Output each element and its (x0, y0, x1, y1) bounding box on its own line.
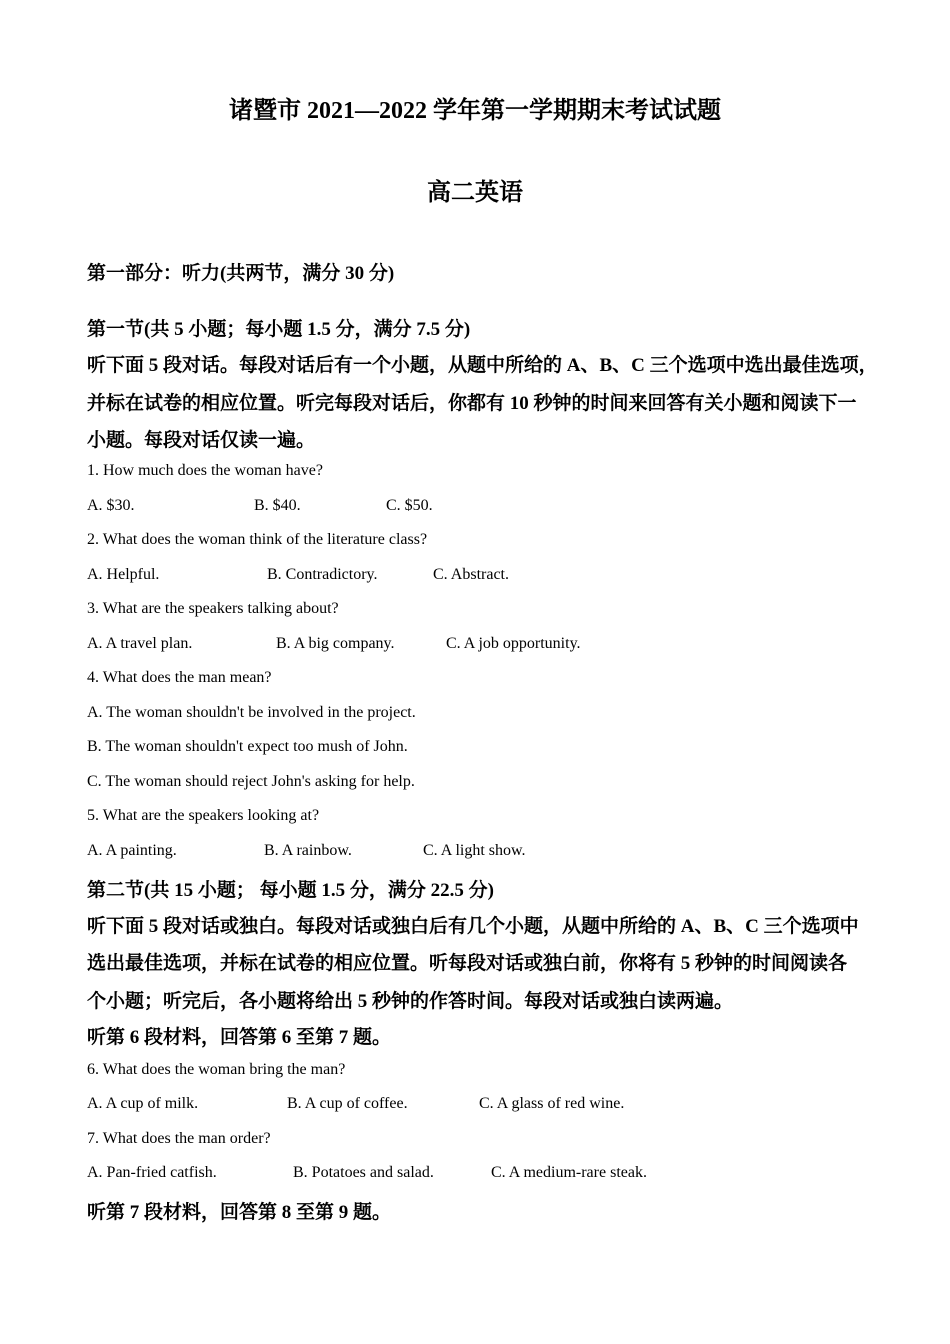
q4-option-b: B. The woman shouldn't expect too mush of John. (87, 738, 408, 755)
question-2: 2. What does the woman think of the literature class? (87, 531, 428, 548)
q4-option-a: A. The woman shouldn't be involved in the project. (87, 704, 416, 721)
q5-option-b: B. A rainbow. (264, 842, 352, 859)
question-7: 7. What does the man order? (87, 1130, 271, 1147)
material-6-heading: 听第 6 段材料，回答第 6 至第 7 题。 (87, 1027, 392, 1048)
exam-subtitle: 高二英语 (427, 180, 523, 206)
section2-instruction-line: 个小题；听完后，各小题将给出 5 秒钟的作答时间。每段对话或独白读两遍。 (87, 991, 734, 1012)
q6-option-c: C. A glass of red wine. (479, 1095, 625, 1112)
exam-title: 诸暨市 2021—2022 学年第一学期期末考试试题 (229, 98, 721, 124)
part1-heading: 第一部分：听力(共两节，满分 30 分) (87, 263, 395, 284)
q1-option-a: A. $30. (87, 497, 135, 514)
q2-option-a: A. Helpful. (87, 566, 160, 583)
question-3: 3. What are the speakers talking about? (87, 600, 339, 617)
q4-option-c: C. The woman should reject John's asking for help. (87, 773, 415, 790)
section2-instruction-line: 选出最佳选项，并标在试卷的相应位置。听每段对话或独白前，你将有 5 秒钟的时间阅读各 (87, 953, 848, 974)
q6-option-a: A. A cup of milk. (87, 1095, 199, 1112)
q3-option-c: C. A job opportunity. (446, 635, 581, 652)
section2-heading: 第二节(共 15 小题； 每小题 1.5 分，满分 22.5 分) (87, 880, 494, 901)
section2-instruction-line: 听下面 5 段对话或独白。每段对话或独白后有几个小题，从题中所给的 A、B、C 三个选项中 (87, 916, 859, 937)
section1-heading: 第一节(共 5 小题；每小题 1.5 分，满分 7.5 分) (87, 319, 471, 340)
question-5: 5. What are the speakers looking at? (87, 807, 320, 824)
question-4: 4. What does the man mean? (87, 669, 272, 686)
q7-option-a: A. Pan-fried catfish. (87, 1164, 217, 1181)
q1-option-b: B. $40. (254, 497, 301, 514)
q2-option-c: C. Abstract. (433, 566, 509, 583)
q7-option-b: B. Potatoes and salad. (293, 1164, 434, 1181)
section1-instruction-line: 小题。每段对话仅读一遍。 (87, 430, 316, 451)
q5-option-a: A. A painting. (87, 842, 177, 859)
section1-instruction-line: 听下面 5 段对话。每段对话后有一个小题，从题中所给的 A、B、C 三个选项中选出最佳选项， (87, 355, 878, 376)
q1-option-c: C. $50. (386, 497, 433, 514)
material-7-heading: 听第 7 段材料，回答第 8 至第 9 题。 (87, 1202, 392, 1223)
q5-option-c: C. A light show. (423, 842, 526, 859)
q7-option-c: C. A medium-rare steak. (491, 1164, 647, 1181)
q3-option-b: B. A big company. (276, 635, 395, 652)
section1-instruction-line: 并标在试卷的相应位置。听完每段对话后，你都有 10 秒钟的时间来回答有关小题和阅读下一 (87, 393, 857, 414)
q3-option-a: A. A travel plan. (87, 635, 193, 652)
q6-option-b: B. A cup of coffee. (287, 1095, 408, 1112)
question-1: 1. How much does the woman have? (87, 462, 323, 479)
q2-option-b: B. Contradictory. (267, 566, 378, 583)
question-6: 6. What does the woman bring the man? (87, 1061, 346, 1078)
